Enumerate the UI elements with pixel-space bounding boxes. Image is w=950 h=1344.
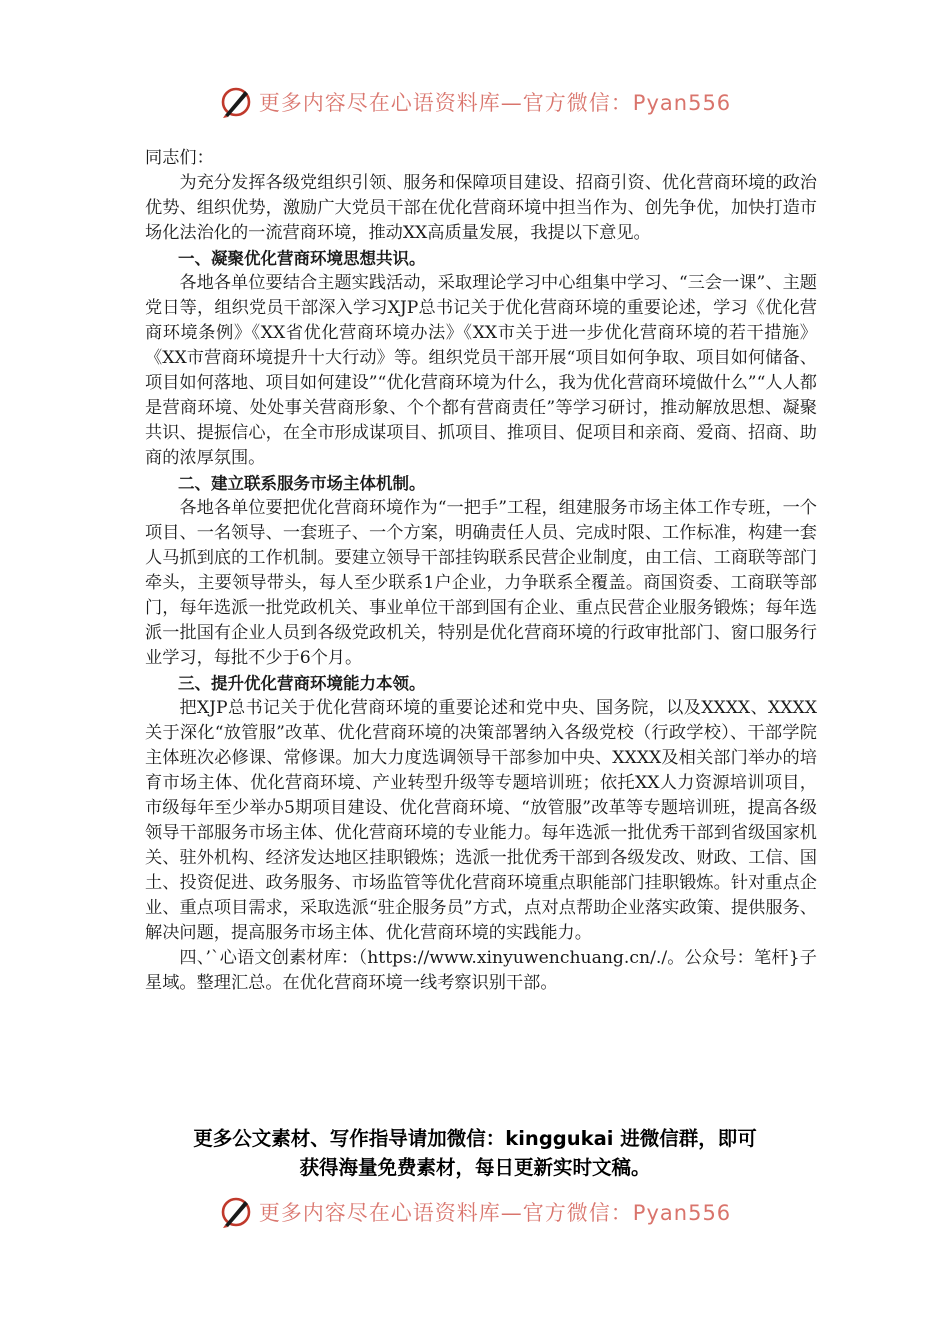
promo-notice [120, 1124, 830, 1182]
section-2-heading: 二、建立联系服务市场主体机制。 [178, 474, 426, 493]
header-banner [0, 80, 950, 124]
section-1-paragraph: 各地各单位要结合主题实践活动，采取理论学习中心组集中学习、“三会一课”、主题党日等，组织党员干部深入学习XJP总书记关于优化营商环境的重要论述，学习《优化营商环境条例》《XX省优化营商环境办法》《XX市关于进一步优化营商环境的若干措施》《XX市营商环境提升十大行动》等。组织党员干部开展“项目如何争取、项目如何储备、项目如何落地、项目如何建设”“优化营商环境为什么，我为优化营商环境做什么”“人人都是营商环境、处处事关营商形象、个个都有营商责任”等学习研讨，推动解放思想、凝聚共识、提振信心，在全市形成谋项目、抓项目、推项目、促项目和亲商、爱商、招商、助商的浓厚氛围。 [145, 273, 817, 468]
intro-paragraph: 为充分发挥各级党组织引领、服务和保障项目建设、招商引资、优化营商环境的政治优势、组织优势，激励广大党员干部在优化营商环境中担当作为、创先争优，加快打造市场化法治化的一流营商环境，推动XX高质量发展，我提以下意见。 [145, 173, 817, 243]
promo-line-1: 更多公文素材、写作指导请加微信：kinggukai 进微信群，即可 [193, 1127, 757, 1150]
footer-banner [0, 1190, 950, 1234]
section-3-heading: 三、提升优化营商环境能力本领。 [178, 674, 426, 693]
salutation: 同志们： [145, 148, 214, 168]
section-1-heading: 一、凝聚优化营商环境思想共识。 [178, 249, 426, 268]
section-4-paragraph: 四、’`心语文创素材库：（https://www.xinyuwenchuang.cn/./。公众号：笔杆}子星域。整理汇总。在优化营商环境一线考察识别干部。 [145, 948, 817, 993]
pen-circle-logo-icon [219, 85, 253, 119]
document-body [145, 146, 817, 996]
section-2-paragraph: 各地各单位要把优化营商环境作为“一把手”工程，组建服务市场主体工作专班，一个项目、一名领导、一套班子、一个方案，明确责任人员、完成时限、工作标准，构建一套人马抓到底的工作机制。要建立领导干部挂钩联系民营企业制度，由工信、工商联等部门牵头，主要领导带头，每人至少联系1户企业，力争联系全覆盖。商国资委、工商联等部门，每年选派一批党政机关、事业单位干部到国有企业、重点民营企业服务锻炼；每年选派一批国有企业人员到各级党政机关，特别是优化营商环境的行政审批部门、窗口服务行业学习，每批不少于6个月。 [145, 498, 817, 668]
promo-line-2: 获得海量免费素材，每日更新实时文稿。 [299, 1156, 651, 1179]
footer-banner-text: 更多内容尽在心语资料库—官方微信：Pyan556 [258, 1201, 732, 1225]
section-3-paragraph: 把XJP总书记关于优化营商环境的重要论述和党中央、国务院，以及XXXX、XXXX关于深化“放管服”改革、优化营商环境的决策部署纳入各级党校（行政学校）、干部学院主体班次必修课、常修课。加大力度选调领导干部参加中央、XXXX及相关部门举办的培育市场主体、优化营商环境、产业转型升级等专题培训班；依托XX人力资源培训项目，市级每年至少举办5期项目建设、优化营商环境、“放管服”改革等专题培训班，提高各级领导干部服务市场主体、优化营商环境的专业能力。每年选派一批优秀干部到省级国家机关、驻外机构、经济发达地区挂职锻炼；选派一批优秀干部到各级发改、财政、工信、国土、投资促进、政务服务、市场监管等优化营商环境重点职能部门挂职锻炼。针对重点企业、重点项目需求，采取选派“驻企服务员”方式，点对点帮助企业落实政策、提供服务、解决问题，提高服务市场主体、优化营商环境的实践能力。 [145, 698, 817, 943]
pen-circle-logo-icon [219, 1195, 253, 1229]
header-banner-text: 更多内容尽在心语资料库—官方微信：Pyan556 [258, 91, 732, 115]
